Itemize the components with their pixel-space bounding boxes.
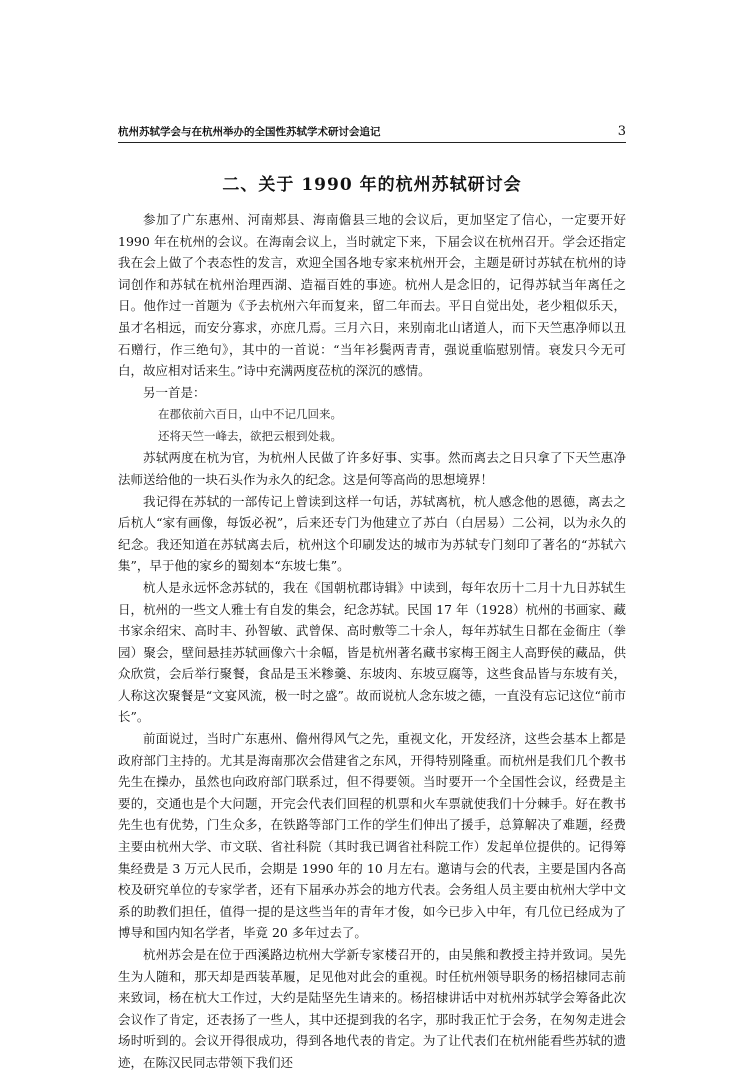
paragraph: 杭人是永远怀念苏轼的，我在《国朝杭郡诗辑》中读到，每年农历十二月十九日苏轼生日，杭州的一些文人雅士有自发的集会，纪念苏轼。民国 17 年（1928）杭州的书画家、藏书家余绍宋、高时丰、孙智敏、武曾保、高时敷等二十余人，每年苏轼生日都在金衙庄（拳园）聚会，壁间悬挂苏轼画像六十余幅，皆是杭州著名藏书家梅王阁主人高野侯的藏品，供众欣赏，会后举行聚餐，食品是玉米糁羹、东坡肉、东坡豆腐等，这些食品皆与东坡有关，人称这次聚餐是“文宴风流，极一时之盛”。故而说杭人念东坡之德，一直没有忘记这位“前市长”。 [118, 579, 626, 725]
paragraph: 我记得在苏轼的一部传记上曾读到这样一句话，苏轼离杭，杭人感念他的恩德，离去之后杭人“家有画像，每饭必祝”，后来还专门为他建立了苏白（白居易）二公祠，以为永久的纪念。我还知道在苏轼离去后，杭州这个印刷发达的城市为苏轼专门刻印了著名的“苏轼六集”，早于他的家乡的蜀刻本“东坡七集”。 [118, 493, 626, 574]
paragraph: 参加了广东惠州、河南郏县、海南儋县三地的会议后，更加坚定了信心，一定要开好 1990 年在杭州的会议。在海南会议上，当时就定下来，下届会议在杭州召开。学会还指定我在会上做了个表态性的发言，欢迎全国各地专家来杭州开会，主题是研讨苏轼在杭州的诗词创作和苏轼在杭州治理西湖、造福百姓的事迹。杭州人是念旧的，记得苏轼当年离任之日。他作过一首题为《予去杭州六年而复来，留二年而去。平日自觉出处，老少粗似乐天，虽才名相远，而安分寡求，亦庶几焉。三月六日，来别南北山诸道人，而下天竺惠净师以丑石赠行，作三绝句》，其中的一首说：“当年衫鬓两青青，强说重临慰别情。衰发只今无可白，故应相对话来生。”诗中充满两度莅杭的深沉的感情。 [118, 212, 626, 379]
paragraph: 苏轼两度在杭为官，为杭州人民做了许多好事、实事。然而离去之日只拿了下天竺惠净法师送给他的一块石头作为永久的纪念。这是何等高尚的思想境界！ [118, 450, 626, 487]
paragraph: 另一首是： [143, 384, 206, 400]
page-number: 3 [617, 124, 626, 139]
paragraph: 杭州苏会是在位于西溪路边杭州大学新专家楼召开的，由吴熊和教授主持并致词。吴先生为人随和，那天却是西装革履，足见他对此会的重视。时任杭州领导职务的杨招棣同志前来致词，杨在杭大工作过，大约是陆坚先生请来的。杨招棣讲话中对杭州苏轼学会筹备此次会议作了肯定，还表扬了一些人，其中还提到我的名字，那时我正忙于会务，在匆匆走进会场时听到的。会议开得很成功，得到各地代表的肯定。为了让代表们在杭州能看些苏轼的遗迹，在陈汉民同志带领下我们还 [118, 947, 626, 1070]
section-title: 二、关于 1990 年的杭州苏轼研讨会 [222, 175, 522, 195]
poem [118, 403, 626, 447]
running-title: 杭州苏轼学会与在杭州举办的全国性苏轼学术研讨会追记 [118, 126, 381, 138]
poem-line: 在郡依前六百日，山中不记几回来。 [158, 407, 342, 422]
running-header [118, 124, 626, 143]
poem-line: 还将天竺一峰去，欲把云根到处栽。 [158, 429, 342, 444]
paragraph: 前面说过，当时广东惠州、儋州得风气之先，重视文化，开发经济，这些会基本上都是政府部门主持的。尤其是海南那次会借建省之东风，开得特别隆重。而杭州是我们几个教书先生在操办，虽然也向政府部门联系过，但不得要领。当时要开一个全国性会议，经费是主要的，交通也是个大问题，开完会代表们回程的机票和火车票就使我们十分棘手。好在教书先生也有优势，门生众多，在铁路等部门工作的学生们伸出了援手，总算解决了难题，经费主要由杭州大学、市文联、省社科院（其时我已调省社科院工作）发起单位提供的。记得筹集经费是 3 万元人民币，会期是 1990 年的 10 月左右。邀请与会的代表，主要是国内各高校及研究单位的专家学者，还有下届承办苏会的地方代表。会务组人员主要由杭州大学中文系的助教们担任，值得一提的是这些当年的青年才俊，如今已步入中年，有几位已经成为了博导和国内知名学者，毕竟 20 多年过去了。 [118, 731, 626, 941]
article-body [118, 209, 626, 1074]
